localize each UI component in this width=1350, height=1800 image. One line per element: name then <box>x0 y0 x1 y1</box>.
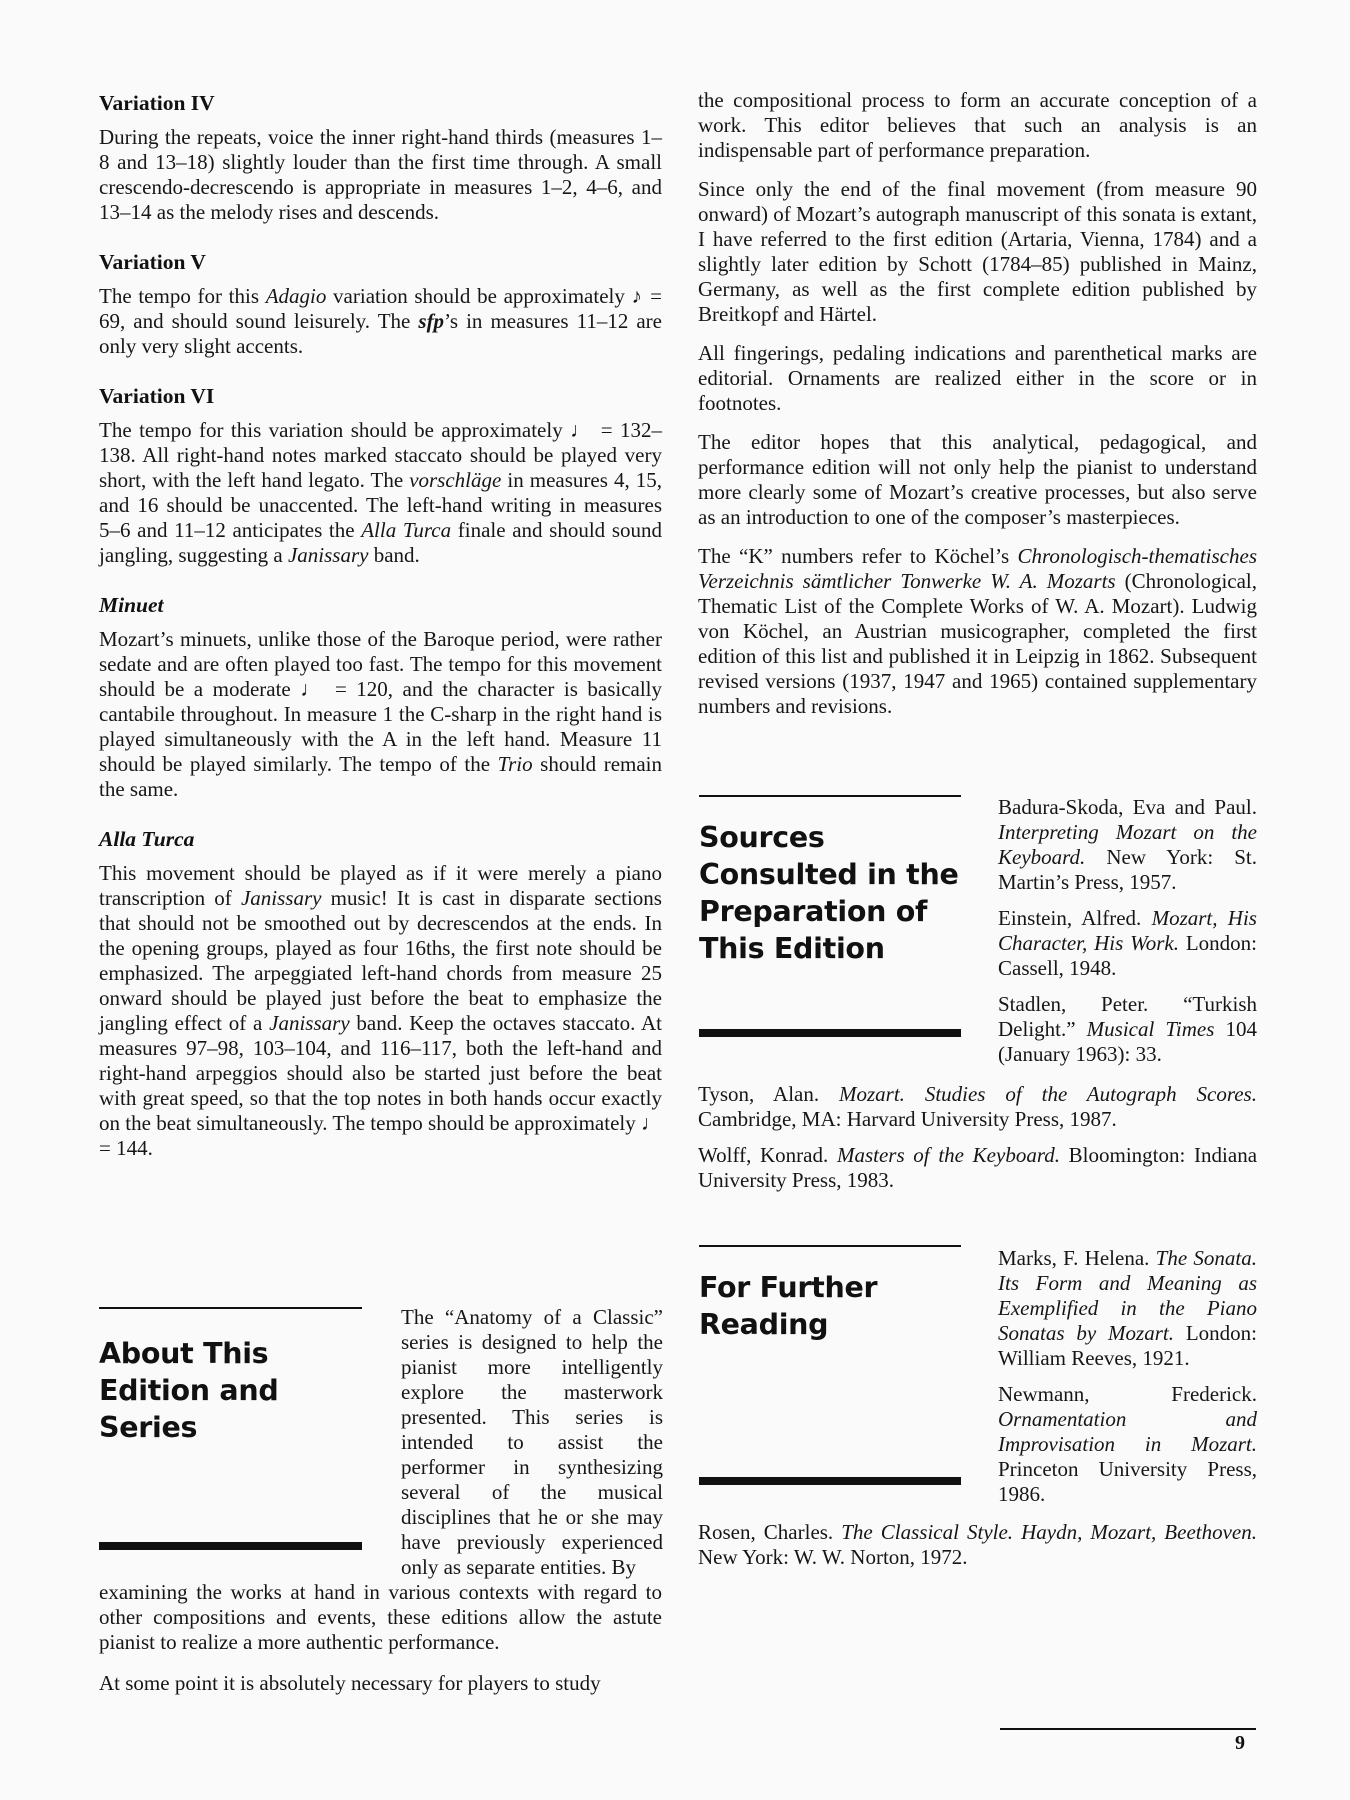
right-column <box>698 88 1257 733</box>
variation-v-heading: Variation V <box>99 250 206 274</box>
reference-entry: Newmann, Frederick. Ornamentation and Improvisation in Mozart. Princeton University Press, 1986. <box>998 1382 1257 1506</box>
sources-heading: Sources Consulted in the Preparation of This Edition <box>699 821 959 965</box>
eighth-note-icon: ♪ <box>631 284 644 308</box>
page-number: 9 <box>1235 1732 1245 1754</box>
sources-side-refs <box>998 795 1257 1078</box>
minuet-text: Mozart’s minuets, unlike those of the Baroque period, were rather sedate and are often played too fast. The tempo for this movement should be a moderate ♩ = 120, and the character is basically cantabile throughout. In measure 1 the C-sharp in the right hand is played simultaneously with the A in the left hand. Measure 11 should be played similarly. The tempo of the Trio should remain the same. <box>99 627 663 801</box>
quarter-note-icon: ♩ <box>300 677 326 701</box>
further-side-refs <box>998 1246 1257 1518</box>
rule-thin <box>99 1307 362 1309</box>
right-p2-end: the compositional process to form an accurate conception of a work. This editor believes that such an analysis is an indispensable part of performance preparation. <box>698 88 1257 162</box>
variation-vi-text: The tempo for this variation should be approximately ♩ = 132–138. All right-hand notes marked staccato should be played very short, with the left hand legato. The vorschläge in measures 4, 15, and 16 should be unaccented. The left-hand writing in measures 5–6 and 11–12 anticipates the Alla Turca finale and should sound jangling, suggesting a Janissary band. <box>99 418 663 567</box>
rule-thin <box>699 1245 961 1247</box>
further-heading: For Further Reading <box>699 1271 878 1341</box>
about-heading-block <box>99 1307 362 1446</box>
left-column <box>99 88 662 1177</box>
rule-thick <box>699 1029 961 1037</box>
variation-vi-heading: Variation VI <box>99 384 215 408</box>
right-p3: Since only the end of the final movement (from measure 90 onward) of Mozart’s autograph manuscript of this sonata is extant, I have referred to the first edition (Artaria, Vienna, 1784) and a slightly later edition by Schott (1784–85) published in Mainz, Germany, as well as the first complete edition published by Breitkopf and Härtel. <box>698 177 1257 326</box>
alla-turca-heading: Alla Turca <box>99 827 195 851</box>
further-full-refs <box>698 1520 1257 1581</box>
rule-thin <box>699 795 961 797</box>
about-side-text-box <box>401 1305 663 1580</box>
reference-entry: Stadlen, Peter. “Turkish Delight.” Musical Times 104 (January 1963): 33. <box>998 992 1258 1066</box>
sources-heading-block <box>699 795 961 967</box>
reference-entry: Einstein, Alfred. Mozart, His Character, His Work. London: Cassell, 1948. <box>998 906 1257 980</box>
rule-thick <box>99 1542 362 1550</box>
rule-thick <box>699 1477 961 1485</box>
about-side-text: The “Anatomy of a Classic” series is designed to help the pianist more intelligently explore the masterwork presented. This series is intended to assist the performer in synthesizing several of the musical disciplines that he or she may have previously experienced only as separate entities. By <box>401 1305 663 1579</box>
right-p4: All fingerings, pedaling indications and parenthetical marks are editorial. Ornaments are realized either in the score or in footnotes. <box>698 341 1257 415</box>
reference-entry: Badura-Skoda, Eva and Paul. Interpreting Mozart on the Keyboard. New York: St. Martin’s Press, 1957. <box>998 795 1257 894</box>
quarter-note-icon: ♩ <box>570 418 594 442</box>
variation-v-text: The tempo for this Adagio variation should be approximately ♪ = 69, and should sound leisurely. The sfp’s in measures 11–12 are only very slight accents. <box>99 284 663 358</box>
about-continued-box <box>99 1580 662 1712</box>
sources-full-refs <box>698 1082 1257 1204</box>
about-continued-text: examining the works at hand in various contexts with regard to other compositions and events, these editions allow the astute pianist to realize a more authentic performance. <box>99 1580 662 1654</box>
reference-entry: Wolff, Konrad. Masters of the Keyboard. Bloomington: Indiana University Press, 1983. <box>698 1143 1258 1192</box>
minuet-heading: Minuet <box>99 593 164 617</box>
quarter-note-icon: ♩ <box>641 1111 662 1135</box>
variation-iv-heading: Variation IV <box>99 91 215 115</box>
alla-turca-text: This movement should be played as if it were merely a piano transcription of Janissary music! It is cast in disparate sections that should not be smoothed out by decrescendos at the ends. In the opening groups, played as four 16ths, the first note should be emphasized. The arpeggiated left-hand chords from measure 25 onward should be played just before the beat to emphasize the jangling effect of a Janissary band. Keep the octaves staccato. At measures 97–98, 103–104, and 116–117, both the left-hand and right-hand arpeggios should also be started just before the beat with great speed, so that the top notes in both hands occur exactly on the beat simultaneously. The tempo should be approximately ♩ = 144. <box>99 861 662 1160</box>
page-number-rule <box>1000 1728 1256 1730</box>
right-p5: The editor hopes that this analytical, pedagogical, and performance edition will not only help the pianist to understand more clearly some of Mozart’s creative processes, but also serve as an introduction to one of the composer’s masterpieces. <box>698 430 1257 529</box>
about-p2-start: At some point it is absolutely necessary for players to study <box>99 1671 601 1695</box>
right-p6: The “K” numbers refer to Köchel’s Chronologisch-thematisches Verzeichnis sämtlicher Tonwerke W. A. Mozarts (Chronological, Thematic List of the Complete Works of W. A. Mozart). Ludwig von Köchel, an Austrian musicographer, completed the first edition of this list and published it in Leipzig in 1862. Subsequent revised versions (1937, 1947 and 1965) contained supplementary numbers and revisions. <box>698 544 1258 718</box>
variation-iv-text: During the repeats, voice the inner right-hand thirds (measures 1–8 and 13–18) slightly louder than the first time through. A small crescendo-decrescendo is appropriate in measures 1–2, 4–6, and 13–14 as the melody rises and descends. <box>99 125 662 224</box>
reference-entry: Rosen, Charles. The Classical Style. Haydn, Mozart, Beethoven. New York: W. W. Norton, 1972. <box>698 1520 1258 1569</box>
reference-entry: Marks, F. Helena. The Sonata. Its Form and Meaning as Exemplified in the Piano Sonatas by Mozart. London: William Reeves, 1921. <box>998 1246 1257 1370</box>
further-heading-block <box>699 1245 961 1343</box>
about-heading: About This Edition and Series <box>99 1337 279 1444</box>
reference-entry: Tyson, Alan. Mozart. Studies of the Autograph Scores. Cambridge, MA: Harvard University Press, 1987. <box>698 1082 1257 1131</box>
